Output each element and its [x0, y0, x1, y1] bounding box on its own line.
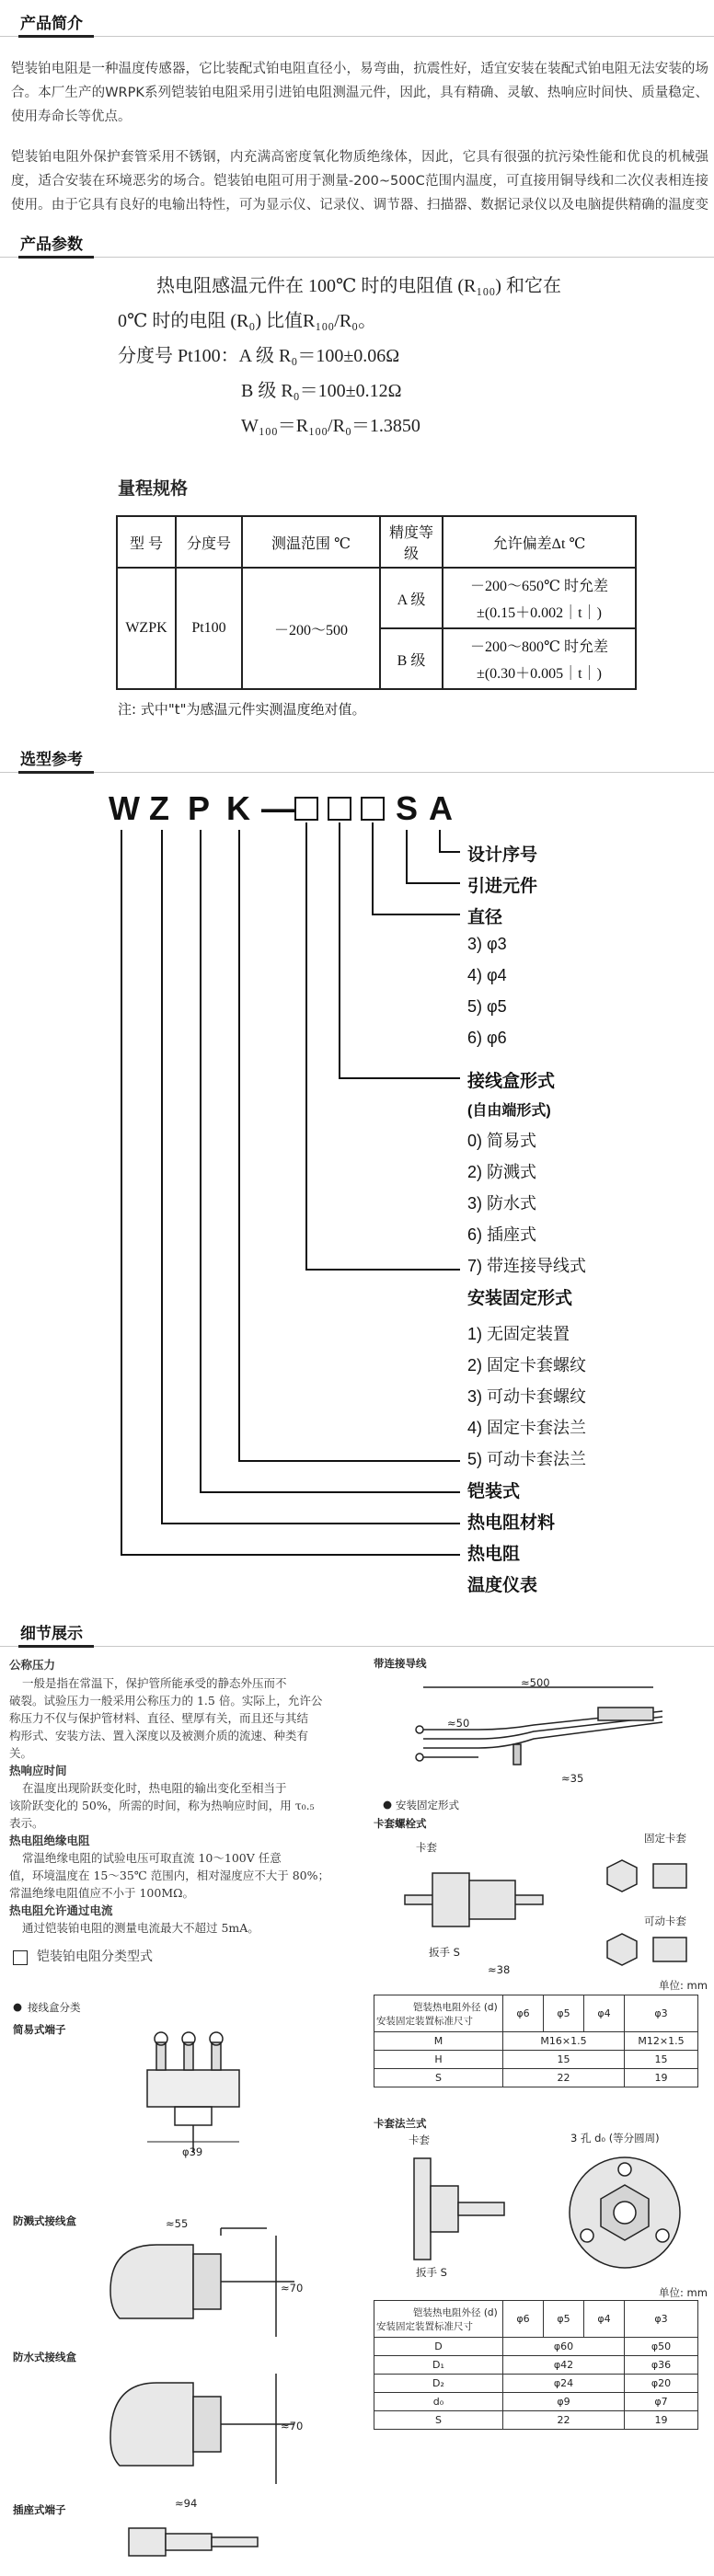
option-m4: 4) 固定卡套法兰 — [467, 1419, 587, 1437]
header-grade-no: 分度号 — [176, 516, 242, 568]
mount-form-title: 安装固定形式 — [396, 1799, 459, 1811]
resp-line-1: 在温度出现阶跃变化时，热电阻的输出变化至相当于 — [22, 1781, 287, 1795]
insul-line-2: 值，环境温度在 15～35℃ 范围内，相对湿度应不大于 80%； — [9, 1869, 329, 1882]
nominal-line-5: 关。 — [9, 1746, 33, 1760]
nominal-line-2: 破裂。试验压力一般采用公称压力的 1.5 倍。实际上，允许公 — [9, 1694, 323, 1708]
ferrule-table — [374, 1995, 698, 2087]
current-title: 热电阻允许通过电流 — [9, 1903, 113, 1917]
t2-row-4-a: φ9 — [503, 2393, 625, 2411]
resp-title: 热响应时间 — [9, 1764, 67, 1777]
details-section — [0, 1610, 714, 1647]
flange-front-drawing — [556, 2144, 694, 2282]
t1-row-2-a: 15 — [503, 2051, 625, 2069]
t1-row-3-key: S — [374, 2069, 503, 2087]
option-b7: 7) 带连接导线式 — [467, 1257, 587, 1275]
cell-grade-no: Pt100 — [176, 568, 242, 689]
param-line-4: B 级 R₀＝100±0.12Ω — [241, 381, 402, 401]
label-diameter: 直径 — [467, 908, 503, 927]
cell-model: WZPK — [117, 568, 176, 689]
simple-terminal-drawing — [120, 2024, 304, 2180]
param-line-3: 分度号 Pt100：A 级 R₀＝100±0.06Ω — [118, 346, 400, 366]
dim-500: ≈500 — [521, 1676, 550, 1689]
lead-wire-title: 带连接导线 — [374, 1657, 427, 1670]
t2-row-1-key: D — [374, 2338, 503, 2356]
insul-line-1: 常温绝缘电阻的试验电压可取直流 10～100V 任意 — [22, 1851, 282, 1865]
card-label: 卡套 — [416, 1841, 437, 1854]
label-lead: 引进元件 — [467, 877, 538, 896]
flange-table — [374, 2300, 698, 2430]
t2-row-2-b: φ36 — [625, 2356, 698, 2375]
t1-col-1: φ6 — [503, 1995, 544, 2032]
bullet-icon: ● — [13, 2000, 23, 2013]
checkbox-square-icon — [13, 1950, 28, 1965]
option-d5: 5) φ5 — [467, 997, 507, 1016]
fixed-label: 固定卡套 — [644, 1832, 686, 1845]
code-letter-z: Z — [149, 789, 169, 827]
option-b2: 2) 防溅式 — [467, 1163, 537, 1181]
code-letter-a: A — [429, 789, 453, 827]
holes-label: 3 孔 d₀ (等分圆周) — [570, 2132, 660, 2145]
option-m2: 2) 固定卡套螺纹 — [467, 1356, 587, 1374]
details-title: 细节展示 — [20, 1625, 83, 1643]
option-d3: 3) φ3 — [467, 935, 507, 953]
label-box-sub: (自由端形式) — [467, 1103, 551, 1119]
ferrule-title: 卡套螺栓式 — [374, 1817, 427, 1830]
t2-col-4: φ3 — [625, 2301, 698, 2338]
dim-35: ≈35 — [561, 1772, 584, 1785]
t2-row-3-key: D₂ — [374, 2375, 503, 2393]
t1-row-1-a: M16×1.5 — [503, 2032, 625, 2051]
cell-grade-a: A 级 — [380, 568, 443, 628]
label-armor: 铠装式 — [467, 1482, 521, 1501]
bullet-icon: ● — [383, 1798, 393, 1811]
tolerance-a-line2: ±(0.15＋0.002｜t｜) — [477, 605, 602, 621]
dim-70: ≈70 — [281, 2282, 304, 2294]
t2-head2: 安装固定装置标准尺寸 — [376, 2320, 473, 2332]
code-letter-k: K — [226, 789, 250, 827]
ferrule-drawing — [386, 1849, 552, 1960]
ferrule-variants-drawing — [589, 1840, 699, 1978]
label-design: 设计序号 — [467, 845, 538, 865]
t1-head2: 安装固定装置标准尺寸 — [376, 2015, 473, 2027]
nominal-title: 公称压力 — [9, 1658, 56, 1672]
t2-row-5-b: 19 — [625, 2411, 698, 2430]
cell-range: －200～500 — [242, 568, 380, 689]
option-m5: 5) 可动卡套法兰 — [467, 1450, 587, 1468]
lead-wire-drawing — [386, 1674, 699, 1785]
t1-row-2-key: H — [374, 2051, 503, 2069]
t2-corner — [374, 2301, 503, 2338]
dim-70-water: ≈70 — [281, 2420, 304, 2432]
code-letter-w: W — [109, 789, 140, 827]
dim-38: ≈38 — [488, 1963, 511, 1976]
t2-row-5-a: 22 — [503, 2411, 625, 2430]
label-material: 热电阻材料 — [467, 1513, 556, 1533]
t1-corner — [374, 1995, 503, 2032]
code-letter-s: S — [396, 789, 419, 827]
nominal-line-4: 构形式、安装方法、置入深度以及被测介质的流速、种类有 — [9, 1729, 309, 1742]
dim-50: ≈50 — [447, 1717, 470, 1730]
flange-side-drawing — [386, 2140, 506, 2278]
header-model: 型 号 — [117, 516, 176, 568]
param-line-2: 0℃ 时的电阻 (R₀) 比值R₁₀₀/R₀。 — [118, 311, 377, 331]
code-dash: — — [261, 789, 294, 827]
t1-row-1-key: M — [374, 2032, 503, 2051]
t2-col-3: φ4 — [584, 2301, 625, 2338]
t2-head1: 铠装热电阻外径 (d) — [413, 2306, 498, 2318]
param-line-5: W₁₀₀＝R₁₀₀/R₀＝1.3850 — [241, 416, 420, 436]
param-line-1: 热电阻感温元件在 100℃ 时的电阻值 (R₁₀₀) 和它在 — [156, 276, 561, 296]
t2-row-1-a: φ60 — [503, 2338, 625, 2356]
tolerance-b-line1: －200～800℃ 时允差 — [470, 639, 608, 655]
tolerance-a-line1: －200～650℃ 时允差 — [470, 579, 608, 594]
water-title: 防水式接线盒 — [13, 2351, 76, 2363]
resp-line-2: 该阶跃变化的 50%，所需的时间，称为热响应时间，用 τ₀.₅ — [9, 1799, 315, 1812]
t2-row-1-b: φ50 — [625, 2338, 698, 2356]
socket-title: 插座式端子 — [13, 2503, 66, 2516]
card-label-flange: 卡套 — [409, 2133, 430, 2146]
params-title: 产品参数 — [20, 236, 83, 254]
insul-title: 热电阻绝缘电阻 — [9, 1834, 90, 1847]
t1-col-2: φ5 — [544, 1995, 584, 2032]
splash-title: 防溅式接线盒 — [13, 2214, 76, 2227]
t2-row-4-b: φ7 — [625, 2393, 698, 2411]
resp-line-3: 表示。 — [9, 1816, 44, 1830]
unit-label-2: 单位: mm — [659, 2286, 708, 2299]
intro-paragraph-1: 铠装铂电阻是一种温度传感器，它比装配式铂电阻直径小，易弯曲，抗震性好，适宜安装在装配式铂电阻无法安装的场合。本厂生产的WRPK系列铠装铂电阻采用引进铂电阻测温元件，因此，具有精确、灵敏、热响应时间快、质量稳定、使用寿命长等优点。 — [11, 62, 708, 124]
current-line-1: 通过铠装铂电阻的测量电流最大不超过 5mA。 — [22, 1921, 259, 1935]
cell-grade-b: B 级 — [380, 628, 443, 689]
range-note: 注: 式中"t"为感温元件实测温度绝对值。 — [118, 701, 366, 718]
header-range: 测温范围 ℃ — [242, 516, 380, 568]
box-class-title: 接线盒分类 — [28, 2001, 81, 2014]
t1-row-1-b: M12×1.5 — [625, 2032, 698, 2051]
label-mount: 安装固定形式 — [467, 1289, 573, 1308]
t1-row-2-b: 15 — [625, 2051, 698, 2069]
t2-col-1: φ6 — [503, 2301, 544, 2338]
nominal-line-3: 称压力不仅与保护管材料、直径、壁厚有关，而且还与其结 — [9, 1711, 309, 1725]
wrench-label: 扳手 S — [429, 1946, 460, 1959]
t1-row-3-a: 22 — [503, 2069, 625, 2087]
model-title: 选型参考 — [20, 751, 83, 769]
nominal-line-1: 一般是指在常温下，保护管所能承受的静态外压而不 — [22, 1676, 287, 1690]
option-b0: 0) 简易式 — [467, 1132, 537, 1150]
option-d6: 6) φ6 — [467, 1029, 507, 1047]
t1-row-3-b: 19 — [625, 2069, 698, 2087]
option-b3: 3) 防水式 — [467, 1194, 537, 1213]
details-header — [0, 1610, 714, 1647]
wrench-label-flange: 扳手 S — [416, 2266, 447, 2279]
option-m3: 3) 可动卡套螺纹 — [467, 1387, 587, 1406]
t2-row-4-key: d₀ — [374, 2393, 503, 2411]
class-title: 铠装铂电阻分类型式 — [37, 1949, 153, 1964]
header-accuracy: 精度等级 — [380, 516, 443, 568]
intro-title: 产品简介 — [20, 15, 83, 33]
insul-line-3: 常温绝缘电阻值应不小于 100MΩ。 — [9, 1886, 194, 1900]
dim-39: φ39 — [182, 2145, 203, 2158]
range-title: 量程规格 — [118, 478, 189, 499]
movable-label: 可动卡套 — [644, 1915, 686, 1927]
t2-row-3-a: φ24 — [503, 2375, 625, 2393]
dim-94: ≈94 — [175, 2497, 198, 2510]
label-rtd: 热电阻 — [467, 1545, 521, 1564]
header-tolerance: 允许偏差Δt ℃ — [443, 516, 636, 568]
intro-paragraph-2: 铠装铂电阻外保护套管采用不锈钢，内充满高密度氧化物质绝缘体，因此，它具有很强的抗污染性能和优良的机械强度，适合安装在环境恶劣的场合。铠装铂电阻可用于测量-200~500C范围内温度，可直接用铜导线和二次仪表相连接使用。由于它具有良好的电输出特性，可为显示仪、记录仪、调节器、扫描器、数据记录仪以及电脑提供精确的温度变 — [11, 150, 708, 213]
dim-55: ≈55 — [166, 2217, 189, 2230]
option-b6: 6) 插座式 — [467, 1225, 537, 1244]
t1-col-4: φ3 — [625, 1995, 698, 2032]
label-box: 接线盒形式 — [467, 1072, 556, 1091]
title-underline — [18, 1645, 94, 1648]
flange-title: 卡套法兰式 — [374, 2117, 427, 2130]
unit-label-1: 单位: mm — [659, 1979, 708, 1992]
option-d4: 4) φ4 — [467, 966, 507, 984]
option-m1: 1) 无固定装置 — [467, 1325, 570, 1343]
t1-head1: 铠装热电阻外径 (d) — [413, 2001, 498, 2013]
t2-row-2-key: D₁ — [374, 2356, 503, 2375]
t2-row-2-a: φ42 — [503, 2356, 625, 2375]
code-letter-p: P — [188, 789, 211, 827]
label-instrument: 温度仪表 — [467, 1576, 538, 1595]
t2-col-2: φ5 — [544, 2301, 584, 2338]
simple-title: 简易式端子 — [13, 2023, 66, 2036]
t2-row-5-key: S — [374, 2411, 503, 2430]
t1-col-3: φ4 — [584, 1995, 625, 2032]
tolerance-b-line2: ±(0.30＋0.005｜t｜) — [477, 666, 602, 682]
socket-drawing — [110, 2510, 294, 2565]
t2-row-3-b: φ20 — [625, 2375, 698, 2393]
